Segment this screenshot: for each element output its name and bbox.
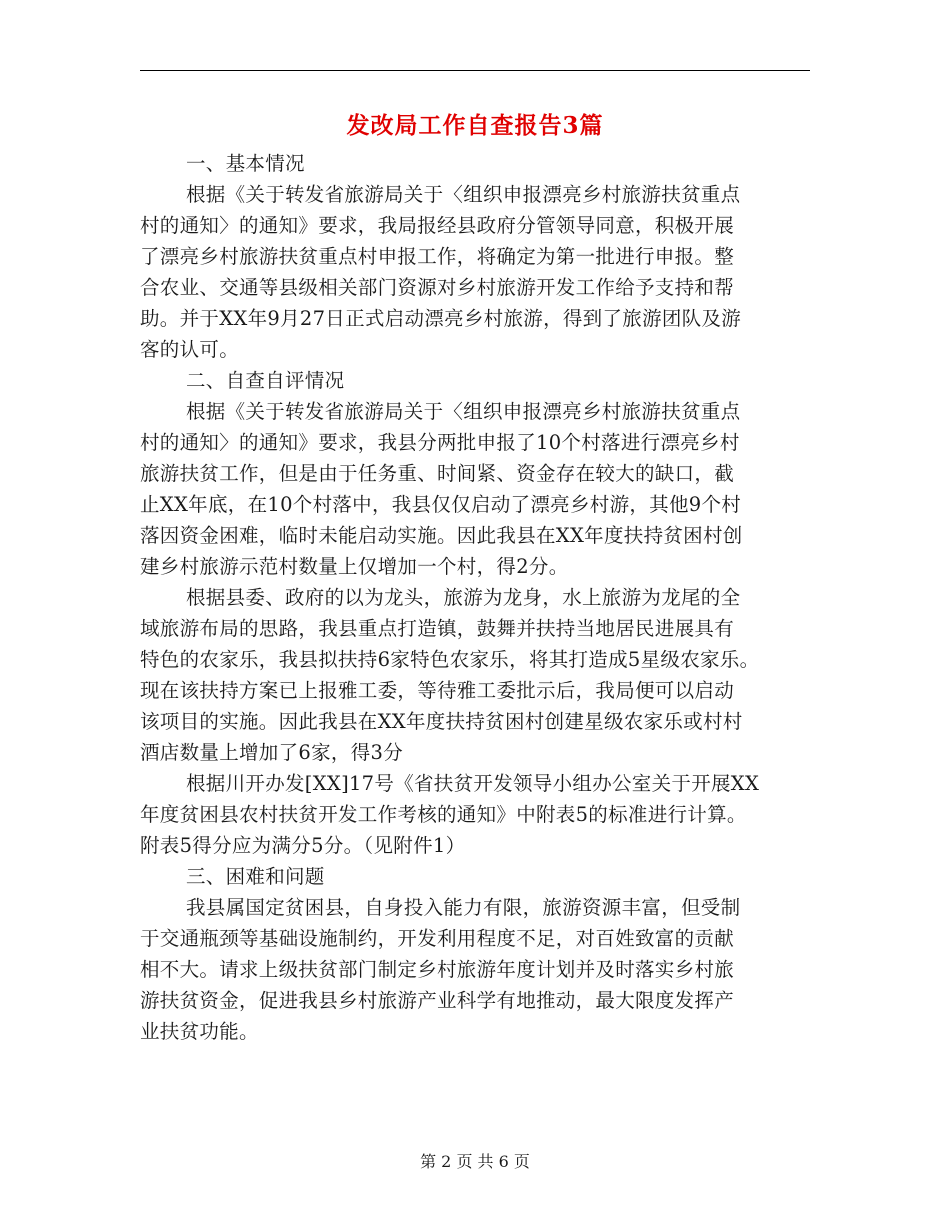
page-number: 第 2 页 共 6 页	[420, 1152, 530, 1171]
header-rule	[140, 70, 810, 71]
body-text-line: 根据《关于转发省旅游局关于〈组织申报漂亮乡村旅游扶贫重点	[186, 183, 741, 206]
body-text-line: 我县属国定贫困县，自身投入能力有限，旅游资源丰富，但受制	[186, 896, 741, 919]
body-text-line: 域旅游布局的思路，我县重点打造镇，鼓舞并扶持当地居民进展具有	[140, 617, 735, 640]
body-text-line: 村的通知〉的通知》要求，我县分两批申报了10个村落进行漂亮乡村	[140, 431, 740, 454]
body-text-line: 相不大。请求上级扶贫部门制定乡村旅游年度计划并及时落实乡村旅	[140, 958, 735, 981]
body-text-line: 该项目的实施。因此我县在XX年度扶持贫困村创建星级农家乐或村村	[140, 710, 743, 733]
body-text-line: 根据县委、政府的以为龙头，旅游为龙身，水上旅游为龙尾的全	[186, 586, 741, 609]
document-title: 发改局工作自查报告3篇	[346, 112, 604, 139]
body-text-line: 年度贫困县农村扶贫开发工作考核的通知》中附表5的标准进行计算。	[140, 803, 747, 826]
body-text-line: 了漂亮乡村旅游扶贫重点村申报工作，将确定为第一批进行申报。整	[140, 245, 735, 268]
body-text-line: 根据川开办发[XX]17号《省扶贫开发领导小组办公室关于开展XX	[186, 772, 760, 795]
document-body	[140, 148, 810, 1047]
body-text-line: 建乡村旅游示范村数量上仅增加一个村，得2分。	[140, 555, 569, 578]
body-text-line: 根据《关于转发省旅游局关于〈组织申报漂亮乡村旅游扶贫重点	[186, 400, 741, 423]
body-text-line: 二、自查自评情况	[186, 369, 345, 392]
body-text-line: 特色的农家乐，我县拟扶持6家特色农家乐，将其打造成5星级农家乐。	[140, 648, 760, 671]
body-text-line: 客的认可。	[140, 338, 240, 361]
body-text-line: 合农业、交通等县级相关部门资源对乡村旅游开发工作给予支持和帮	[140, 276, 735, 299]
body-text-line: 落因资金困难，临时未能启动实施。因此我县在XX年度扶持贫困村创	[140, 524, 743, 547]
body-text-line: 业扶贫功能。	[140, 1020, 259, 1043]
body-text-line: 游扶贫资金，促进我县乡村旅游产业科学有地推动，最大限度发挥产	[140, 989, 735, 1012]
body-text-line: 于交通瓶颈等基础设施制约，开发利用程度不足，对百姓致富的贡献	[140, 927, 735, 950]
body-text-line: 酒店数量上增加了6家，得3分	[140, 741, 404, 764]
body-text-line: 一、基本情况	[186, 152, 305, 175]
body-text-line: 助。并于XX年9月27日正式启动漂亮乡村旅游，得到了旅游团队及游	[140, 307, 742, 330]
body-text-line: 村的通知〉的通知》要求，我局报经县政府分管领导同意，积极开展	[140, 214, 735, 237]
body-text-line: 止XX年底，在10个村落中，我县仅仅启动了漂亮乡村游，其他9个村	[140, 493, 742, 516]
body-text-line: 旅游扶贫工作，但是由于任务重、时间紧、资金存在较大的缺口，截	[140, 462, 735, 485]
body-text-line: 三、困难和问题	[186, 865, 325, 888]
body-text-line: 现在该扶持方案已上报雅工委，等待雅工委批示后，我局便可以启动	[140, 679, 735, 702]
body-text-line: 附表5得分应为满分5分。（见附件1）	[140, 834, 466, 857]
